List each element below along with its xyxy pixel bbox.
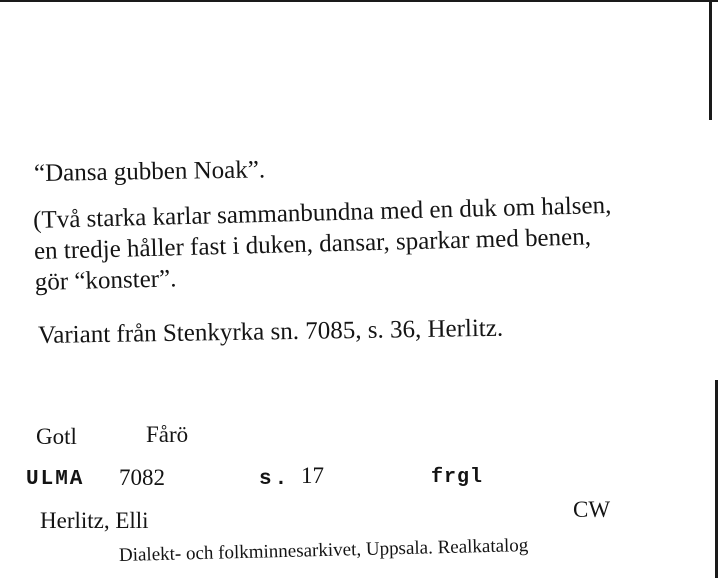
page-number: 17 xyxy=(301,463,324,488)
description-line: gör “konster”. xyxy=(34,265,177,296)
card-top-edge xyxy=(0,0,718,2)
description-line: (Två starka karlar sammanbundna med en duk om halsen, xyxy=(32,191,612,235)
collector-name: Herlitz, Elli xyxy=(40,508,149,533)
region-label: Gotl xyxy=(36,424,77,449)
category-code: frgl xyxy=(431,466,484,489)
archive-code: ULMA xyxy=(26,468,85,491)
place-label: Fårö xyxy=(146,422,189,447)
card-title: “Dansa gubben Noak”. xyxy=(33,156,266,187)
description-line: en tredje håller fast i duken, dansar, sparkar med benen, xyxy=(33,223,592,265)
variant-reference: Variant från Stenkyrka sn. 7085, s. 36, Herlitz. xyxy=(37,314,504,349)
cataloger-initials: CW xyxy=(573,497,611,522)
page-label: s. xyxy=(259,468,291,491)
card-right-edge-upper xyxy=(709,0,712,120)
archive-footer: Dialekt- och folkminnesarkivet, Uppsala. Realkatalog xyxy=(118,534,529,566)
card-description xyxy=(33,190,614,298)
record-number: 7082 xyxy=(119,465,165,490)
